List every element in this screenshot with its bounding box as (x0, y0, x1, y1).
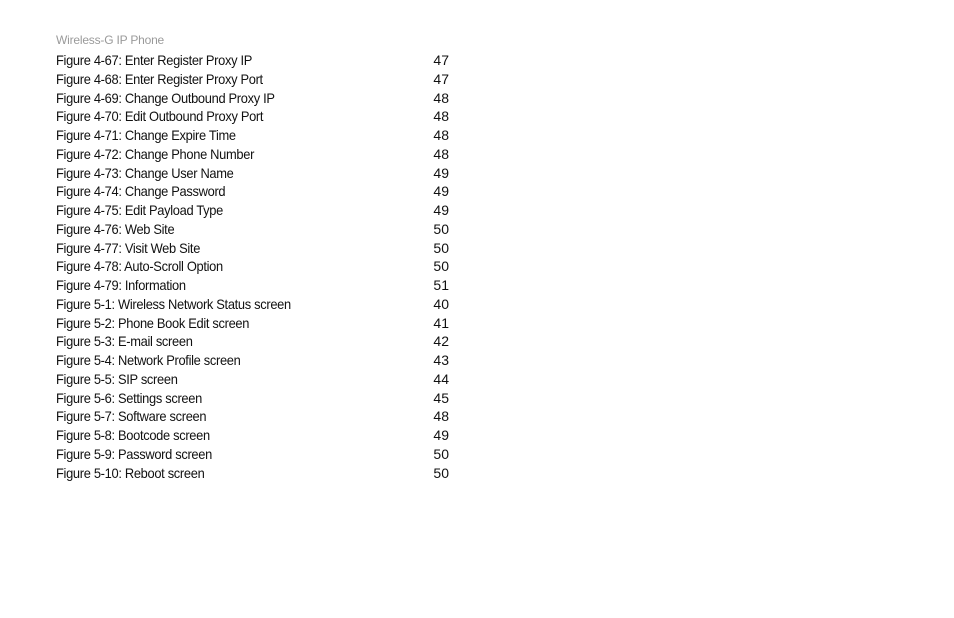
toc-entry-title: Figure 4-70: Edit Outbound Proxy Port (56, 108, 264, 125)
toc-entry-title: Figure 5-9: Password screen (56, 445, 212, 462)
toc-entry (56, 370, 456, 389)
toc-entry-page-number: 50 (433, 258, 449, 275)
toc-entry (56, 107, 456, 126)
toc-entry-page-number: 49 (433, 164, 449, 181)
toc-entry-page-number: 50 (433, 445, 449, 462)
toc-entry-title: Figure 4-74: Change Password (56, 183, 226, 200)
toc-entry-title: Figure 4-72: Change Phone Number (56, 145, 255, 162)
toc-entry-page-number: 49 (433, 202, 449, 218)
toc-entry (56, 276, 456, 295)
toc-entry (56, 239, 456, 258)
toc-entry (56, 314, 456, 333)
toc-entry-title: Figure 4-69: Change Outbound Proxy IP (56, 89, 275, 106)
toc-entry-title: Figure 4-73: Change User Name (56, 164, 234, 181)
toc-entry (56, 464, 456, 483)
toc-entry-title: Figure 5-2: Phone Book Edit screen (56, 314, 250, 331)
toc-entry-title: Figure 5-3: E-mail screen (56, 333, 193, 350)
toc-entry-page-number: 50 (433, 464, 449, 481)
toc-entry-page-number: 49 (433, 183, 449, 200)
toc-entry (56, 426, 456, 445)
toc-entry-title: Figure 4-79: Information (56, 277, 186, 293)
toc-entry-title: Figure 5-5: SIP screen (56, 370, 178, 387)
toc-entry (56, 164, 456, 183)
toc-entry (56, 332, 456, 351)
toc-entry-page-number: 41 (433, 314, 449, 331)
toc-entry-title: Figure 4-76: Web Site (56, 220, 175, 237)
toc-entry-page-number: 48 (433, 89, 449, 106)
toc-entry (56, 70, 456, 89)
toc-entry (56, 145, 456, 164)
toc-entry (56, 126, 456, 145)
toc-entry (56, 257, 456, 276)
toc-entry (56, 182, 456, 201)
list-of-figures (56, 51, 456, 482)
running-header: Wireless-G IP Phone (56, 33, 165, 47)
toc-entry-page-number: 50 (433, 239, 449, 256)
toc-entry-title: Figure 5-7: Software screen (56, 408, 207, 425)
toc-entry-page-number: 49 (433, 427, 449, 443)
toc-entry-page-number: 47 (433, 52, 449, 68)
toc-entry (56, 89, 456, 108)
toc-entry-title: Figure 4-71: Change Expire Time (56, 127, 236, 143)
toc-entry-page-number: 47 (433, 70, 449, 87)
toc-entry (56, 220, 456, 239)
toc-entry-page-number: 43 (433, 352, 449, 368)
toc-entry-title: Figure 4-78: Auto-Scroll Option (56, 258, 223, 275)
toc-entry-title: Figure 4-75: Edit Payload Type (56, 202, 223, 218)
toc-entry-page-number: 48 (433, 145, 449, 162)
toc-entry (56, 389, 456, 408)
toc-entry-page-number: 50 (433, 220, 449, 237)
toc-entry (56, 295, 456, 314)
toc-entry-page-number: 44 (433, 370, 449, 387)
toc-entry-title: Figure 4-77: Visit Web Site (56, 239, 201, 256)
toc-entry-page-number: 42 (433, 333, 449, 350)
toc-entry (56, 201, 456, 220)
toc-entry-page-number: 48 (433, 408, 449, 425)
toc-entry-page-number: 48 (433, 108, 449, 125)
toc-entry (56, 445, 456, 464)
toc-entry (56, 51, 456, 70)
toc-entry-page-number: 40 (433, 295, 449, 312)
toc-entry-title: Figure 5-1: Wireless Network Status screen (56, 295, 291, 312)
toc-entry-title: Figure 5-10: Reboot screen (56, 464, 205, 481)
toc-entry-title: Figure 5-8: Bootcode screen (56, 427, 210, 443)
toc-entry-title: Figure 4-67: Enter Register Proxy IP (56, 52, 253, 68)
toc-entry-title: Figure 5-4: Network Profile screen (56, 352, 241, 368)
toc-entry-title: Figure 4-68: Enter Register Proxy Port (56, 70, 263, 87)
toc-entry (56, 407, 456, 426)
toc-entry-page-number: 45 (433, 389, 449, 406)
toc-entry-title: Figure 5-6: Settings screen (56, 389, 202, 406)
toc-entry-page-number: 48 (433, 127, 449, 143)
toc-entry (56, 351, 456, 370)
toc-entry-page-number: 51 (433, 277, 449, 293)
